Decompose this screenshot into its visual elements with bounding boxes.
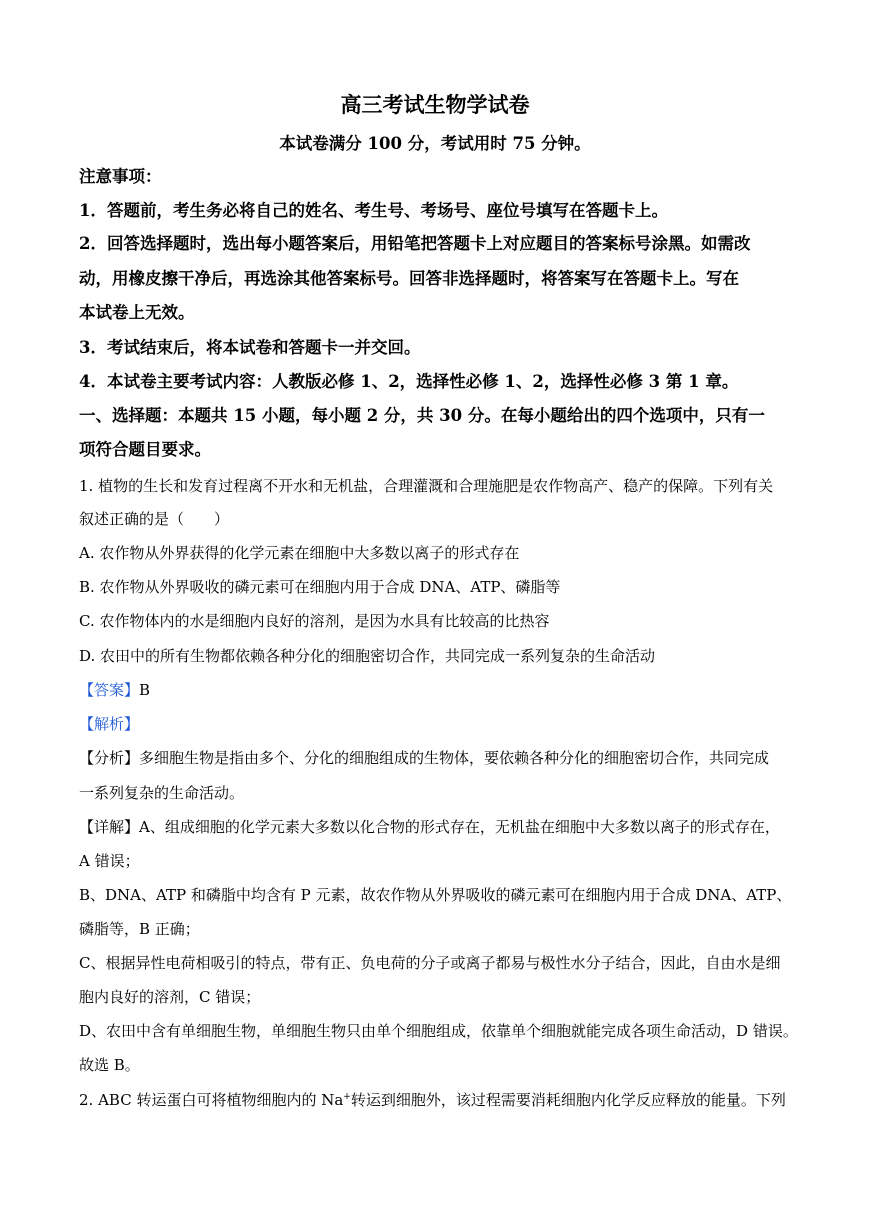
conclusion-line: 故选 B。 [79, 1056, 140, 1074]
xiangjie-a-line-2: A 错误； [79, 852, 140, 870]
question-1-option-b: B. 农作物从外界吸收的磷元素可在细胞内用于合成 DNA、ATP、磷脂等 [79, 578, 561, 596]
page-title: 高三考试生物学试卷 [340, 92, 530, 117]
fenxi-line-1 [79, 748, 769, 768]
question-1-option-d: D. 农田中的所有生物都依赖各种分化的细胞密切合作，共同完成一系列复杂的生命活动 [79, 647, 656, 665]
section-heading-line-1: 一、选择题：本题共 15 小题，每小题 2 分，共 30 分。在每小题给出的四个选项中，只有一 [79, 406, 765, 425]
xiangjie-b-line-2: 磷脂等，B 正确； [79, 920, 200, 938]
notes-heading: 注意事项： [79, 167, 162, 186]
question-2-stem-line-1 [79, 1090, 786, 1110]
xiangjie-a-text-1: A、组成细胞的化学元素大多数以化合物的形式存在，无机盐在细胞中大多数以离子的形式存在， [139, 818, 780, 836]
question-2-stem-pre: 2. ABC 转运蛋白可将植物细胞内的 Na [79, 1091, 344, 1109]
section-heading-line-2: 项符合题目要求。 [79, 440, 211, 459]
xiangjie-tag: 【详解】 [79, 818, 140, 836]
question-2-stem-post: 转运到细胞外，该过程需要消耗细胞内化学反应释放的能量。下列 [350, 1091, 786, 1109]
analysis-line [79, 714, 139, 734]
sodium-charge-superscript: + [343, 1092, 351, 1102]
analysis-tag: 【解析】 [79, 715, 140, 733]
question-1-stem-line-1: 1. 植物的生长和发育过程离不开水和无机盐，合理灌溉和合理施肥是农作物高产、稳产的保障。下列有关 [79, 477, 774, 495]
answer-line [79, 680, 150, 700]
xiangjie-c-line-2: 胞内良好的溶剂，C 错误； [79, 988, 261, 1006]
fenxi-text-1: 多细胞生物是指由多个、分化的细胞组成的生物体，要依赖各种分化的细胞密切合作，共同完成 [139, 749, 770, 767]
notes-item-2-line-3: 本试卷上无效。 [79, 303, 195, 322]
answer-value: B [139, 681, 151, 699]
xiangjie-line-1 [79, 817, 780, 837]
notes-item-3: 3．考试结束后，将本试卷和答题卡一并交回。 [79, 338, 421, 357]
fenxi-line-2: 一系列复杂的生命活动。 [79, 784, 245, 802]
notes-item-2-line-1: 2．回答选择题时，选出每小题答案后，用铅笔把答题卡上对应题目的答案标号涂黑。如需改 [79, 234, 751, 253]
notes-item-1: 1．答题前，考生务必将自己的姓名、考生号、考场号、座位号填写在答题卡上。 [79, 201, 668, 220]
notes-item-4: 4．本试卷主要考试内容：人教版必修 1、2，选择性必修 1、2，选择性必修 3 第 1 章。 [79, 372, 739, 391]
answer-tag: 【答案】 [79, 681, 140, 699]
page-subtitle: 本试卷满分 100 分，考试用时 75 分钟。 [279, 134, 591, 153]
xiangjie-c-line-1: C、根据异性电荷相吸引的特点，带有正、负电荷的分子或离子都易与极性水分子结合，因此，自由水是细 [79, 954, 781, 972]
notes-item-2-line-2: 动，用橡皮擦干净后，再选涂其他答案标号。回答非选择题时，将答案写在答题卡上。写在 [79, 269, 739, 288]
question-1-option-a: A. 农作物从外界获得的化学元素在细胞中大多数以离子的形式存在 [79, 544, 520, 562]
question-1-stem-line-2: 叙述正确的是（ ） [79, 510, 230, 528]
fenxi-tag: 【分析】 [79, 749, 140, 767]
question-1-option-c: C. 农作物体内的水是细胞内良好的溶剂，是因为水具有比较高的比热容 [79, 612, 550, 630]
xiangjie-d-line-1: D、农田中含有单细胞生物，单细胞生物只由单个细胞组成，依靠单个细胞就能完成各项生命活动，D 错误。 [79, 1022, 798, 1040]
xiangjie-b-line-1: B、DNA、ATP 和磷脂中均含有 P 元素，故农作物从外界吸收的磷元素可在细胞内用于合成 DNA、ATP、 [79, 886, 792, 904]
